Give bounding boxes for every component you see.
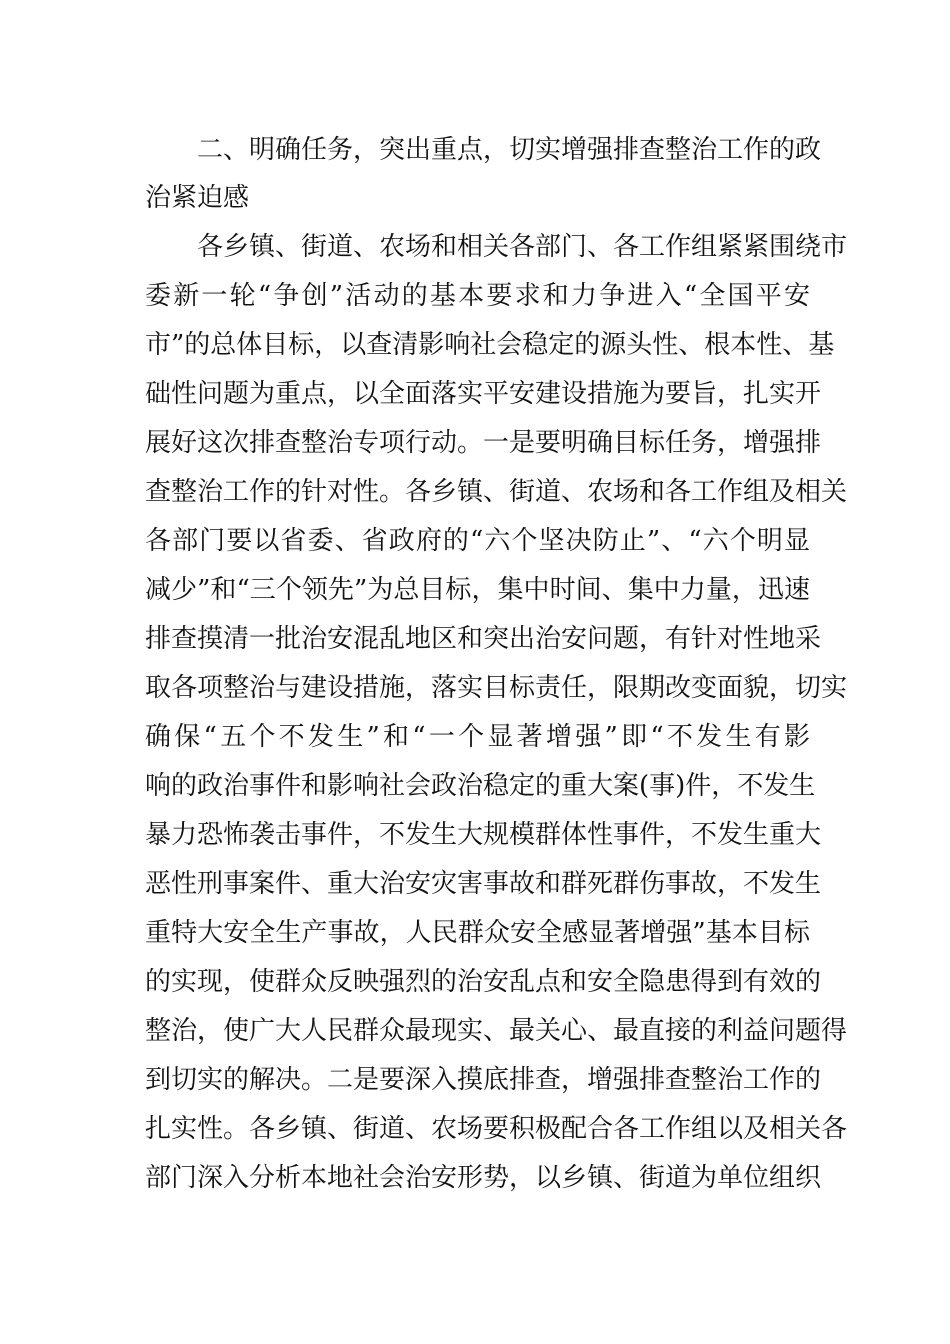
body-line-2: 委新一轮“争创”活动的基本要求和力争进入“全国平安: [145, 281, 810, 311]
body-line-1: 各乡镇、街道、农场和相关各部门、各工作组紧紧围绕市: [197, 232, 848, 262]
body-line-20: 部门深入分析本地社会治安形势，以乡镇、街道为单位组织: [145, 1163, 822, 1193]
body-line-19: 扎实性。各乡镇、街道、农场要积极配合各工作组以及相关各: [145, 1114, 848, 1144]
body-line-5: 展好这次排查整治专项行动。一是要明确目标任务，增强排: [145, 428, 822, 458]
body-line-11: 确保“五个不发生”和“一个显著增强”即“不发生有影: [145, 722, 810, 752]
body-line-17: 整治，使广大人民群众最现实、最关心、最直接的利益问题得: [145, 1016, 848, 1046]
heading-line-1: 二、明确任务，突出重点，切实增强排查整治工作的政: [197, 135, 822, 165]
body-line-10: 取各项整治与建设措施，落实目标责任，限期改变面貌，切实: [145, 673, 848, 703]
body-line-6: 查整治工作的针对性。各乡镇、街道、农场和各工作组及相关: [145, 477, 848, 507]
body-line-18: 到切实的解决。二是要深入摸底排查，增强排查整治工作的: [145, 1065, 822, 1095]
body-line-14: 恶性刑事案件、重大治安灾害事故和群死群伤事故，不发生: [145, 869, 822, 899]
body-line-15: 重特大安全生产事故，人民群众安全感显著增强”基本目标: [145, 918, 810, 948]
body-line-16: 的实现，使群众反映强烈的治安乱点和安全隐患得到有效的: [145, 967, 822, 997]
body-line-3: 市”的总体目标，以查清影响社会稳定的源头性、根本性、基: [145, 330, 835, 360]
body-line-4: 础性问题为重点，以全面落实平安建设措施为要旨，扎实开: [145, 379, 822, 409]
heading-line-2: 治紧迫感: [145, 183, 250, 213]
body-line-9: 排查摸清一批治安混乱地区和突出治安问题，有针对性地采: [145, 624, 822, 654]
body-line-8: 减少”和“三个领先”为总目标，集中时间、集中力量，迅速: [145, 575, 810, 605]
body-line-7: 各部门要以省委、省政府的“六个坚决防止”、“六个明显: [145, 526, 810, 556]
body-line-13: 暴力恐怖袭击事件，不发生大规模群体性事件，不发生重大: [145, 820, 822, 850]
body-line-12: 响的政治事件和影响社会政治稳定的重大案(事)件，不发生: [145, 771, 816, 801]
